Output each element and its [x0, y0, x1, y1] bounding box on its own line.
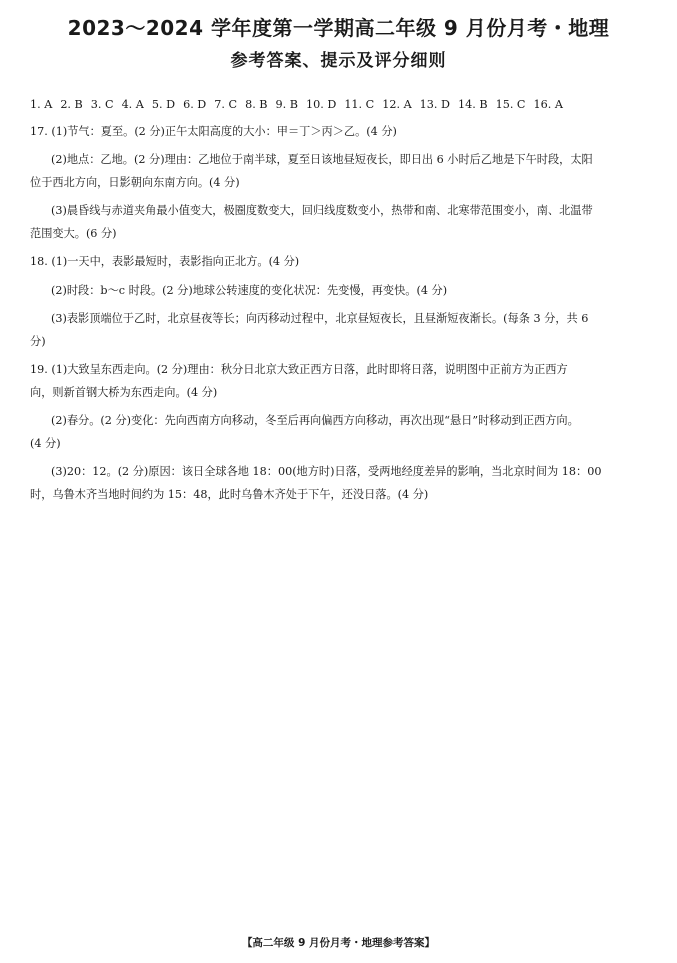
q17-part2-line1: (2)地点：乙地。(2 分)理由：乙地位于南半球，夏至日该地昼短夜长，即日出 6 小时后乙地是下午时段，太阳 [51, 153, 593, 166]
q19-part2-line1: (2)春分。(2 分)变化：先向西南方向移动，冬至后再向偏西方向移动，再次出现“悬日”时移动到正西方向。 [51, 414, 579, 427]
multiple-choice-answers [30, 94, 655, 117]
choice-answer: 1. A [30, 98, 53, 111]
q17-part1: 17. (1)节气：夏至。(2 分)正午太阳高度的大小：甲＝丁＞丙＞乙。(4 分) [30, 124, 397, 138]
q19-part1-line1: 19. (1)大致呈东西走向。(2 分)理由：秋分日北京大致正西方日落，此时即将日落，说明图中正前方为正西方 [30, 363, 568, 376]
q18-part3-line2: 分) [30, 334, 46, 348]
choice-answer: 13. D [419, 98, 450, 111]
answer-content [30, 94, 655, 506]
question-18 [30, 251, 655, 353]
q18-part2: (2)时段：b～c 时段。(2 分)地球公转速度的变化状况：先变慢，再变快。(4 分) [51, 283, 448, 297]
q18-part3-line1: (3)表影顶端位于乙时，北京昼夜等长；向丙移动过程中，北京昼短夜长，且昼渐短夜渐长。(每条 3 分，共 6 [51, 312, 589, 325]
choice-answer: 12. A [382, 98, 412, 111]
choice-answer: 6. D [183, 98, 207, 111]
choice-answer: 11. C [344, 98, 375, 111]
choice-answer: 7. C [214, 98, 238, 111]
question-19 [30, 359, 655, 506]
page-subtitle: 参考答案、提示及评分细则 [230, 51, 447, 71]
choice-answer: 9. B [275, 98, 298, 111]
q17-part2-line2: 位于西北方向，日影朝向东南方向。(4 分) [30, 175, 240, 189]
q18-part1: 18. (1)一天中，表影最短时，表影指向正北方。(4 分) [30, 255, 300, 268]
q19-part3-line2: 时，乌鲁木齐当地时间约为 15：48，此时乌鲁木齐处于下午，还没日落。(4 分) [30, 487, 429, 501]
question-17 [30, 121, 655, 246]
choice-answer: 16. A [533, 98, 563, 111]
choice-answer: 3. C [90, 98, 114, 111]
q17-part3-line1: (3)晨昏线与赤道夹角最小值变大，极圈度数变大，回归线度数变小，热带和南、北寒带范围变小，南、北温带 [51, 204, 593, 217]
q19-part3-line1: (3)20：12。(2 分)原因：该日全球各地 18：00(地方时)日落，受两地经度差异的影响，当北京时间为 18：00 [51, 465, 602, 478]
choice-answer: 5. D [151, 98, 176, 111]
choice-answer: 15. C [495, 98, 526, 111]
choice-answer: 14. B [458, 98, 488, 111]
q19-part2-line2: (4 分) [30, 436, 61, 450]
page-title: 2023～2024 学年度第一学期高二年级 9 月份月考・地理 [67, 16, 610, 40]
choice-answer: 2. B [60, 98, 83, 111]
q17-part3-line2: 范围变大。(6 分) [30, 226, 117, 240]
page-footer: 【高二年级 9 月份月考・地理参考答案】 [241, 937, 436, 949]
q19-part1-line2: 向，则新首钢大桥为东西走向。(4 分) [30, 385, 218, 399]
choice-answer: 10. D [305, 98, 337, 111]
choice-answer: 4. A [121, 98, 144, 111]
choice-answer: 8. B [245, 98, 268, 111]
